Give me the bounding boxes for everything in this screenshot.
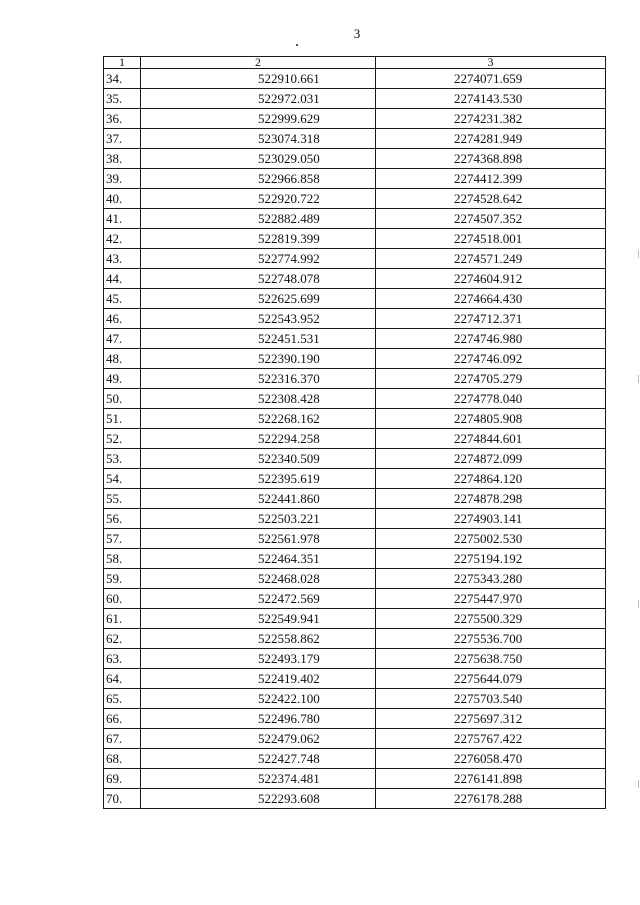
scan-margin-mark [638, 375, 639, 383]
y-coordinate-cell: 2274872.099 [376, 449, 606, 469]
x-coordinate-cell: 522972.031 [141, 89, 376, 109]
table-row [104, 509, 606, 529]
table-row [104, 429, 606, 449]
x-coordinate-cell: 522472.569 [141, 589, 376, 609]
point-number-cell: 57. [104, 529, 141, 549]
y-coordinate-cell: 2274143.530 [376, 89, 606, 109]
x-coordinate-cell: 522294.258 [141, 429, 376, 449]
y-coordinate-cell: 2275447.970 [376, 589, 606, 609]
x-coordinate-cell: 522340.509 [141, 449, 376, 469]
point-number-cell: 60. [104, 589, 141, 609]
column-header: 2 [141, 57, 376, 69]
column-header: 1 [104, 57, 141, 69]
table-row [104, 469, 606, 489]
point-number-cell: 48. [104, 349, 141, 369]
x-coordinate-cell: 522395.619 [141, 469, 376, 489]
table-row [104, 89, 606, 109]
y-coordinate-cell: 2274507.352 [376, 209, 606, 229]
point-number-cell: 70. [104, 789, 141, 809]
x-coordinate-cell: 522625.699 [141, 289, 376, 309]
y-coordinate-cell: 2275644.079 [376, 669, 606, 689]
x-coordinate-cell: 523029.050 [141, 149, 376, 169]
y-coordinate-cell: 2275767.422 [376, 729, 606, 749]
table-row [104, 609, 606, 629]
table-row [104, 589, 606, 609]
y-coordinate-cell: 2274805.908 [376, 409, 606, 429]
table-row [104, 329, 606, 349]
y-coordinate-cell: 2274604.912 [376, 269, 606, 289]
table-row [104, 389, 606, 409]
point-number-cell: 37. [104, 129, 141, 149]
y-coordinate-cell: 2274778.040 [376, 389, 606, 409]
x-coordinate-cell: 522268.162 [141, 409, 376, 429]
point-number-cell: 64. [104, 669, 141, 689]
point-number-cell: 54. [104, 469, 141, 489]
x-coordinate-cell: 522464.351 [141, 549, 376, 569]
x-coordinate-cell: 522774.992 [141, 249, 376, 269]
x-coordinate-cell: 522549.941 [141, 609, 376, 629]
scan-margin-mark [638, 250, 639, 258]
point-number-cell: 50. [104, 389, 141, 409]
table-row [104, 729, 606, 749]
x-coordinate-cell: 522920.722 [141, 189, 376, 209]
scan-speck [296, 44, 298, 46]
y-coordinate-cell: 2274571.249 [376, 249, 606, 269]
point-number-cell: 47. [104, 329, 141, 349]
table-row [104, 109, 606, 129]
table-row [104, 149, 606, 169]
y-coordinate-cell: 2274746.980 [376, 329, 606, 349]
y-coordinate-cell: 2274071.659 [376, 69, 606, 89]
point-number-cell: 55. [104, 489, 141, 509]
x-coordinate-cell: 522503.221 [141, 509, 376, 529]
x-coordinate-cell: 523074.318 [141, 129, 376, 149]
table-row [104, 69, 606, 89]
table-row [104, 489, 606, 509]
point-number-cell: 49. [104, 369, 141, 389]
page-number: 3 [353, 26, 361, 41]
table-row [104, 709, 606, 729]
x-coordinate-cell: 522316.370 [141, 369, 376, 389]
point-number-cell: 36. [104, 109, 141, 129]
x-coordinate-cell: 522419.402 [141, 669, 376, 689]
point-number-cell: 39. [104, 169, 141, 189]
x-coordinate-cell: 522999.629 [141, 109, 376, 129]
y-coordinate-cell: 2274746.092 [376, 349, 606, 369]
point-number-cell: 58. [104, 549, 141, 569]
column-header: 3 [376, 57, 606, 69]
table-body [104, 69, 606, 809]
table-row [104, 749, 606, 769]
point-number-cell: 52. [104, 429, 141, 449]
point-number-cell: 66. [104, 709, 141, 729]
y-coordinate-cell: 2274903.141 [376, 509, 606, 529]
point-number-cell: 68. [104, 749, 141, 769]
table-row [104, 309, 606, 329]
x-coordinate-cell: 522910.661 [141, 69, 376, 89]
y-coordinate-cell: 2274231.382 [376, 109, 606, 129]
y-coordinate-cell: 2274281.949 [376, 129, 606, 149]
point-number-cell: 53. [104, 449, 141, 469]
coordinates-table [103, 56, 606, 809]
point-number-cell: 43. [104, 249, 141, 269]
point-number-cell: 45. [104, 289, 141, 309]
y-coordinate-cell: 2274412.399 [376, 169, 606, 189]
point-number-cell: 35. [104, 89, 141, 109]
x-coordinate-cell: 522427.748 [141, 749, 376, 769]
table-row [104, 529, 606, 549]
table-row [104, 169, 606, 189]
table-row [104, 409, 606, 429]
point-number-cell: 61. [104, 609, 141, 629]
table-row [104, 229, 606, 249]
y-coordinate-cell: 2275536.700 [376, 629, 606, 649]
y-coordinate-cell: 2275703.540 [376, 689, 606, 709]
x-coordinate-cell: 522308.428 [141, 389, 376, 409]
y-coordinate-cell: 2275002.530 [376, 529, 606, 549]
point-number-cell: 51. [104, 409, 141, 429]
y-coordinate-cell: 2275194.192 [376, 549, 606, 569]
table-row [104, 249, 606, 269]
table-row [104, 209, 606, 229]
point-number-cell: 42. [104, 229, 141, 249]
point-number-cell: 40. [104, 189, 141, 209]
point-number-cell: 41. [104, 209, 141, 229]
x-coordinate-cell: 522966.858 [141, 169, 376, 189]
y-coordinate-cell: 2274518.001 [376, 229, 606, 249]
table-row [104, 669, 606, 689]
table-row [104, 189, 606, 209]
table-header-row [104, 57, 606, 69]
y-coordinate-cell: 2274864.120 [376, 469, 606, 489]
point-number-cell: 44. [104, 269, 141, 289]
x-coordinate-cell: 522374.481 [141, 769, 376, 789]
y-coordinate-cell: 2275500.329 [376, 609, 606, 629]
table-row [104, 289, 606, 309]
point-number-cell: 67. [104, 729, 141, 749]
table-row [104, 129, 606, 149]
x-coordinate-cell: 522479.062 [141, 729, 376, 749]
y-coordinate-cell: 2274528.642 [376, 189, 606, 209]
point-number-cell: 38. [104, 149, 141, 169]
x-coordinate-cell: 522748.078 [141, 269, 376, 289]
scan-margin-mark [638, 780, 639, 788]
y-coordinate-cell: 2274705.279 [376, 369, 606, 389]
x-coordinate-cell: 522543.952 [141, 309, 376, 329]
point-number-cell: 34. [104, 69, 141, 89]
y-coordinate-cell: 2274368.898 [376, 149, 606, 169]
point-number-cell: 56. [104, 509, 141, 529]
y-coordinate-cell: 2276178.288 [376, 789, 606, 809]
table-row [104, 689, 606, 709]
y-coordinate-cell: 2275343.280 [376, 569, 606, 589]
y-coordinate-cell: 2275697.312 [376, 709, 606, 729]
y-coordinate-cell: 2276141.898 [376, 769, 606, 789]
x-coordinate-cell: 522441.860 [141, 489, 376, 509]
x-coordinate-cell: 522561.978 [141, 529, 376, 549]
table-row [104, 569, 606, 589]
x-coordinate-cell: 522468.028 [141, 569, 376, 589]
y-coordinate-cell: 2274844.601 [376, 429, 606, 449]
table-row [104, 269, 606, 289]
point-number-cell: 69. [104, 769, 141, 789]
y-coordinate-cell: 2276058.470 [376, 749, 606, 769]
table-row [104, 549, 606, 569]
y-coordinate-cell: 2274712.371 [376, 309, 606, 329]
table-row [104, 449, 606, 469]
point-number-cell: 46. [104, 309, 141, 329]
table-row [104, 789, 606, 809]
x-coordinate-cell: 522422.100 [141, 689, 376, 709]
table-row [104, 349, 606, 369]
point-number-cell: 63. [104, 649, 141, 669]
x-coordinate-cell: 522819.399 [141, 229, 376, 249]
x-coordinate-cell: 522558.862 [141, 629, 376, 649]
x-coordinate-cell: 522493.179 [141, 649, 376, 669]
point-number-cell: 62. [104, 629, 141, 649]
table-row [104, 769, 606, 789]
scan-margin-mark [638, 600, 639, 608]
x-coordinate-cell: 522293.608 [141, 789, 376, 809]
table-row [104, 649, 606, 669]
table-row [104, 629, 606, 649]
y-coordinate-cell: 2274878.298 [376, 489, 606, 509]
point-number-cell: 59. [104, 569, 141, 589]
point-number-cell: 65. [104, 689, 141, 709]
y-coordinate-cell: 2274664.430 [376, 289, 606, 309]
y-coordinate-cell: 2275638.750 [376, 649, 606, 669]
table-row [104, 369, 606, 389]
x-coordinate-cell: 522451.531 [141, 329, 376, 349]
x-coordinate-cell: 522496.780 [141, 709, 376, 729]
x-coordinate-cell: 522882.489 [141, 209, 376, 229]
x-coordinate-cell: 522390.190 [141, 349, 376, 369]
